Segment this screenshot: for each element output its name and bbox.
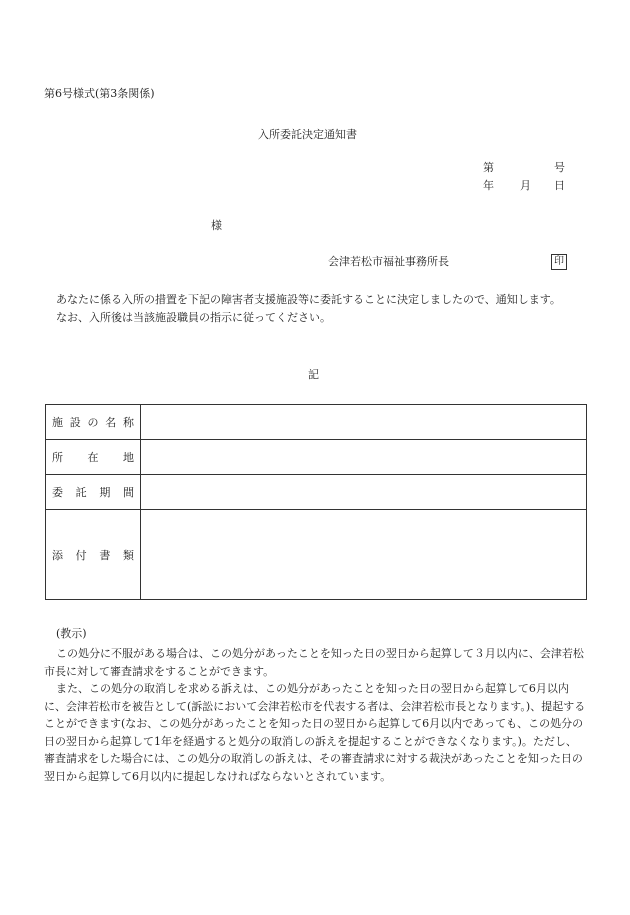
- document-title: 入所委託決定通知書: [258, 128, 357, 141]
- period-label: 委託期間: [46, 475, 141, 510]
- number-dai: 第: [483, 161, 494, 174]
- form-number: 第6号様式(第3条関係): [44, 87, 155, 100]
- issuer: 会津若松市福祉事務所長: [328, 255, 449, 268]
- table-row: [46, 440, 587, 475]
- notice-paragraph: また、この処分の取消しを求める訴えは、この処分があったことを知った日の翌日から起算して6月以内に、会津若松市を被告として(訴訟において会津若松市を代表する者は、会津若松市長となります。)、提起することができます(なお、この処分があったことを知った日の翌日から起算して6月以内であっても、この処分の日の翌日から起算して1年を経過すると処分の取消しの訴えを提起することができなくなります。)。ただし、審査請求をした場合には、この処分の取消しの訴えは、その審査請求に対する裁決があったことを知った日の翌日から起算して6月以内に提起しなければならないとされています。: [44, 682, 586, 783]
- body-paragraph: なお、入所後は当該施設職員の指示に従ってください。: [56, 310, 331, 324]
- date-year: 年: [483, 179, 494, 192]
- notice-text: [44, 645, 586, 785]
- attachments-value: [141, 510, 587, 600]
- recipient-suffix: 様: [211, 219, 222, 232]
- table-row: [46, 475, 587, 510]
- body-text: [44, 291, 586, 326]
- location-value: [141, 440, 587, 475]
- location-label: 所在地: [46, 440, 141, 475]
- ki-heading: 記: [308, 368, 319, 381]
- facility-name-label: 施設の名称: [46, 405, 141, 440]
- facility-name-value: [141, 405, 587, 440]
- notice-paragraph: この処分に不服がある場合は、この処分があったことを知った日の翌日から起算して３月以内に、会津若松市長に対して審査請求をすることができます。: [44, 647, 584, 678]
- number-go: 号: [554, 161, 565, 174]
- period-value: [141, 475, 587, 510]
- notice-heading: (教示): [56, 627, 87, 640]
- attachments-label: 添付書類: [46, 510, 141, 600]
- date-day: 日: [554, 179, 565, 192]
- table-row: [46, 510, 587, 600]
- table-row: [46, 405, 587, 440]
- seal-mark: 印: [551, 254, 567, 270]
- body-paragraph: あなたに係る入所の措置を下記の障害者支援施設等に委託することに決定しましたので、通知します。: [56, 293, 561, 306]
- info-table: [45, 404, 587, 600]
- date-month: 月: [520, 179, 531, 192]
